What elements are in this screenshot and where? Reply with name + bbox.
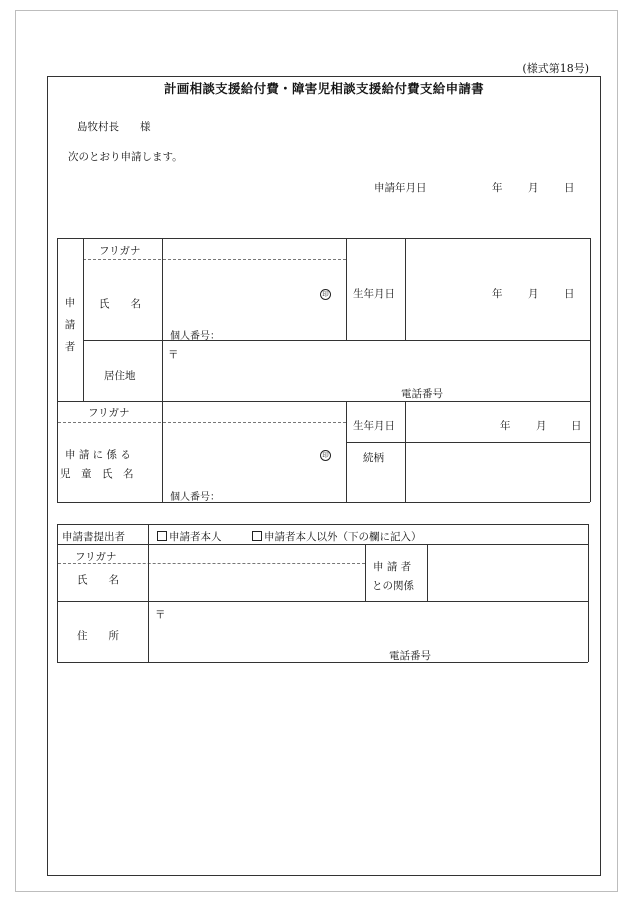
applicant-furigana-label: フリガナ [99,245,141,257]
application-date-day[interactable]: 日 [564,182,575,194]
applicant-birth-day[interactable]: 日 [564,288,575,300]
submitter-option-other[interactable]: 申請者本人以外（下の欄に記入） [252,529,422,544]
applicant-birth-month[interactable]: 月 [528,288,539,300]
child-birth-year[interactable]: 年 [500,420,511,432]
submitter-relation-input[interactable] [428,546,586,600]
child-birth-day[interactable]: 日 [571,420,582,432]
applicant-side-label: 申 請 者 [64,297,76,353]
child-name-label-line2: 児 童 氏 名 [60,468,134,480]
intro-text: 次のとおり申請します。 [68,151,183,163]
submitter-address-label: 住 所 [77,630,119,642]
submitter-option-self[interactable]: 申請者本人 [157,529,222,544]
addressee: 島牧村長 様 [77,121,151,133]
child-individual-number-label: 個人番号： [170,492,220,503]
child-birth-month[interactable]: 月 [536,420,547,432]
checkbox-self-icon[interactable] [157,531,167,541]
submitter-relation-label-line1: 申 請 者 [373,561,412,573]
child-birthdate-label: 生年月日 [353,420,395,432]
submitter-label: 申請書提出者 [62,531,125,543]
applicant-postal-icon: 〒 [168,349,179,361]
child-name-label-line1: 申 請 に 係 る [65,449,131,461]
submitter-phone-label: 電話番号 [389,650,431,662]
applicant-seal-icon: 印 [320,289,331,300]
applicant-address-label: 居住地 [104,370,136,382]
submitter-name-input[interactable] [149,547,364,599]
child-relationship-label: 続柄 [363,452,384,464]
submitter-relation-label-line2: との関係 [372,580,414,592]
form-number: (様式第18号) [522,62,589,75]
child-seal-icon: 印 [320,450,331,461]
applicant-name-label: 氏 名 [99,298,141,310]
submitter-furigana-label: フリガナ [75,551,117,563]
applicant-individual-number-label: 個人番号： [170,331,220,342]
submitter-postal-icon: 〒 [155,609,166,621]
form-title: 計画相談支援給付費・障害児相談支援給付費支給申請書 [163,81,484,96]
submitter-name-label: 氏 名 [77,574,119,586]
application-date-month[interactable]: 月 [528,182,539,194]
child-furigana-label: フリガナ [88,407,130,419]
applicant-phone-label: 電話番号 [401,388,443,400]
applicant-name-input[interactable] [163,262,345,322]
applicant-birth-year[interactable]: 年 [492,288,503,300]
applicant-furigana-input[interactable] [163,242,345,258]
checkbox-other-icon[interactable] [252,531,262,541]
application-date-label: 申請年月日 [374,182,427,194]
child-name-input[interactable] [163,425,345,483]
application-date-year[interactable]: 年 [492,182,503,194]
applicant-birthdate-label: 生年月日 [353,288,395,300]
